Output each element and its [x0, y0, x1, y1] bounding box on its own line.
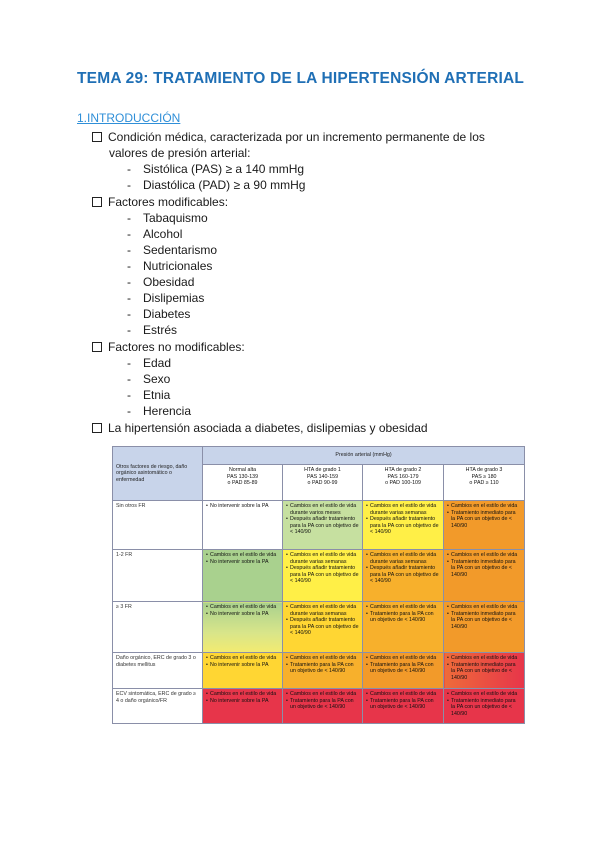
sub-item: - Dislipemias	[127, 291, 205, 305]
row-label: Daño orgánico, ERC de grado 3 o diabetes mellitus	[113, 653, 203, 689]
bullet-text-continuation: valores de presión arterial:	[109, 146, 251, 160]
column-header: Normal alta PAS 130-139 o PAD 85-89	[203, 465, 283, 501]
table-corner-header: Otros factores de riesgo, daño orgánico asintomático o enfermedad	[113, 447, 203, 501]
row-label: ECV sintomática, ERC de grado ≥ 4 o daño orgánico/FR	[113, 689, 203, 724]
table-row	[113, 501, 525, 550]
table-row	[113, 602, 525, 653]
table-cell: • Cambios en el estilo de vida • Tratamiento inmediato para la PA con un objetivo de < 140/90	[444, 602, 525, 653]
sub-item: - Edad	[127, 356, 172, 370]
table-cell: • Cambios en el estilo de vida • No intervenir sobre la PA	[203, 602, 283, 653]
sub-item: - Obesidad	[127, 275, 195, 289]
bullet-item	[92, 130, 485, 145]
table-group-header: Presión arterial (mmHg)	[203, 447, 525, 465]
table-cell: • Cambios en el estilo de vida • Tratamiento para la PA con un objetivo de < 140/90	[363, 689, 444, 724]
checkbox-icon	[92, 197, 102, 207]
table-row	[113, 653, 525, 689]
sub-item: - Alcohol	[127, 227, 183, 241]
sub-item: - Estrés	[127, 323, 178, 337]
table-cell: • Cambios en el estilo de vida • Tratamiento inmediato para la PA con un objetivo de < 140/90	[444, 653, 525, 689]
table-cell: • Cambios en el estilo de vida • Tratamiento para la PA con un objetivo de < 140/90	[283, 689, 363, 724]
bullet-item	[92, 421, 428, 436]
bullet-text: Factores modificables:	[108, 195, 229, 209]
table-row	[113, 689, 525, 724]
table-cell: • Cambios en el estilo de vida durante varias semanas • Después añadir tratamiento para la PA con un objetivo de < 140/90	[363, 550, 444, 602]
table-cell: • Cambios en el estilo de vida durante varios meses • Después añadir tratamiento para la PA con un objetivo de < 140/90	[283, 501, 363, 550]
table-cell: • Cambios en el estilo de vida durante varias semanas • Después añadir tratamiento para la PA con un objetivo de < 140/90	[363, 501, 444, 550]
table-cell: • No intervenir sobre la PA	[203, 501, 283, 550]
sub-item: - Sistólica (PAS) ≥ a 140 mmHg	[127, 162, 305, 176]
table-cell: • Cambios en el estilo de vida • Tratamiento inmediato para la PA con un objetivo de < 140/90	[444, 550, 525, 602]
row-label: Sin otros FR	[113, 501, 203, 550]
page-title: TEMA 29: TRATAMIENTO DE LA HIPERTENSIÓN ARTERIAL	[77, 70, 525, 87]
section-link-introduccion[interactable]: 1.INTRODUCCIÓN	[77, 111, 181, 125]
bullet-text: Factores no modificables:	[108, 340, 245, 354]
sub-item: - Sedentarismo	[127, 243, 218, 257]
column-header: HTA de grado 1 PAS 140-159 o PAD 90-99	[283, 465, 363, 501]
sub-item: - Diabetes	[127, 307, 191, 321]
bullet-item	[92, 340, 245, 355]
table-cell: • Cambios en el estilo de vida • Tratamiento inmediato para la PA con un objetivo de < 140/90	[444, 501, 525, 550]
checkbox-icon	[92, 423, 102, 433]
table-cell: • Cambios en el estilo de vida • Tratamiento para la PA con un objetivo de < 140/90	[283, 653, 363, 689]
row-label: ≥ 3 FR	[113, 602, 203, 653]
checkbox-icon	[92, 342, 102, 352]
table-cell: • Cambios en el estilo de vida • Tratamiento inmediato para la PA con un objetivo de < 140/90	[444, 689, 525, 724]
row-label: 1-2 FR	[113, 550, 203, 602]
table-cell: • Cambios en el estilo de vida • Tratamiento para la PA con un objetivo de < 140/90	[363, 602, 444, 653]
sub-item: - Sexo	[127, 372, 171, 386]
sub-item: - Etnia	[127, 388, 171, 402]
column-header: HTA de grado 2 PAS 160-179 o PAD 100-109	[363, 465, 444, 501]
table-row	[113, 550, 525, 602]
sub-item: - Tabaquismo	[127, 211, 208, 225]
bullet-text: La hipertensión asociada a diabetes, dislipemias y obesidad	[108, 421, 428, 435]
checkbox-icon	[92, 132, 102, 142]
table-cell: • Cambios en el estilo de vida • No intervenir sobre la PA	[203, 689, 283, 724]
table-cell: • Cambios en el estilo de vida • Tratamiento para la PA con un objetivo de < 140/90	[363, 653, 444, 689]
sub-item: - Diastólica (PAD) ≥ a 90 mmHg	[127, 178, 306, 192]
sub-item: - Nutricionales	[127, 259, 213, 273]
table-cell: • Cambios en el estilo de vida • No intervenir sobre la PA	[203, 653, 283, 689]
table-cell: • Cambios en el estilo de vida • No intervenir sobre la PA	[203, 550, 283, 602]
table-cell: • Cambios en el estilo de vida durante varias semanas • Después añadir tratamiento para la PA con un objetivo de < 140/90	[283, 550, 363, 602]
hypertension-risk-table	[112, 446, 525, 724]
table-cell: • Cambios en el estilo de vida durante varias semanas • Después añadir tratamiento para la PA con un objetivo de < 140/90	[283, 602, 363, 653]
sub-item: - Herencia	[127, 404, 192, 418]
bullet-text: Condición médica, caracterizada por un incremento permanente de los	[108, 130, 485, 144]
bullet-item	[92, 195, 228, 210]
column-header: HTA de grado 3 PAS ≥ 180 o PAD ≥ 110	[444, 465, 525, 501]
